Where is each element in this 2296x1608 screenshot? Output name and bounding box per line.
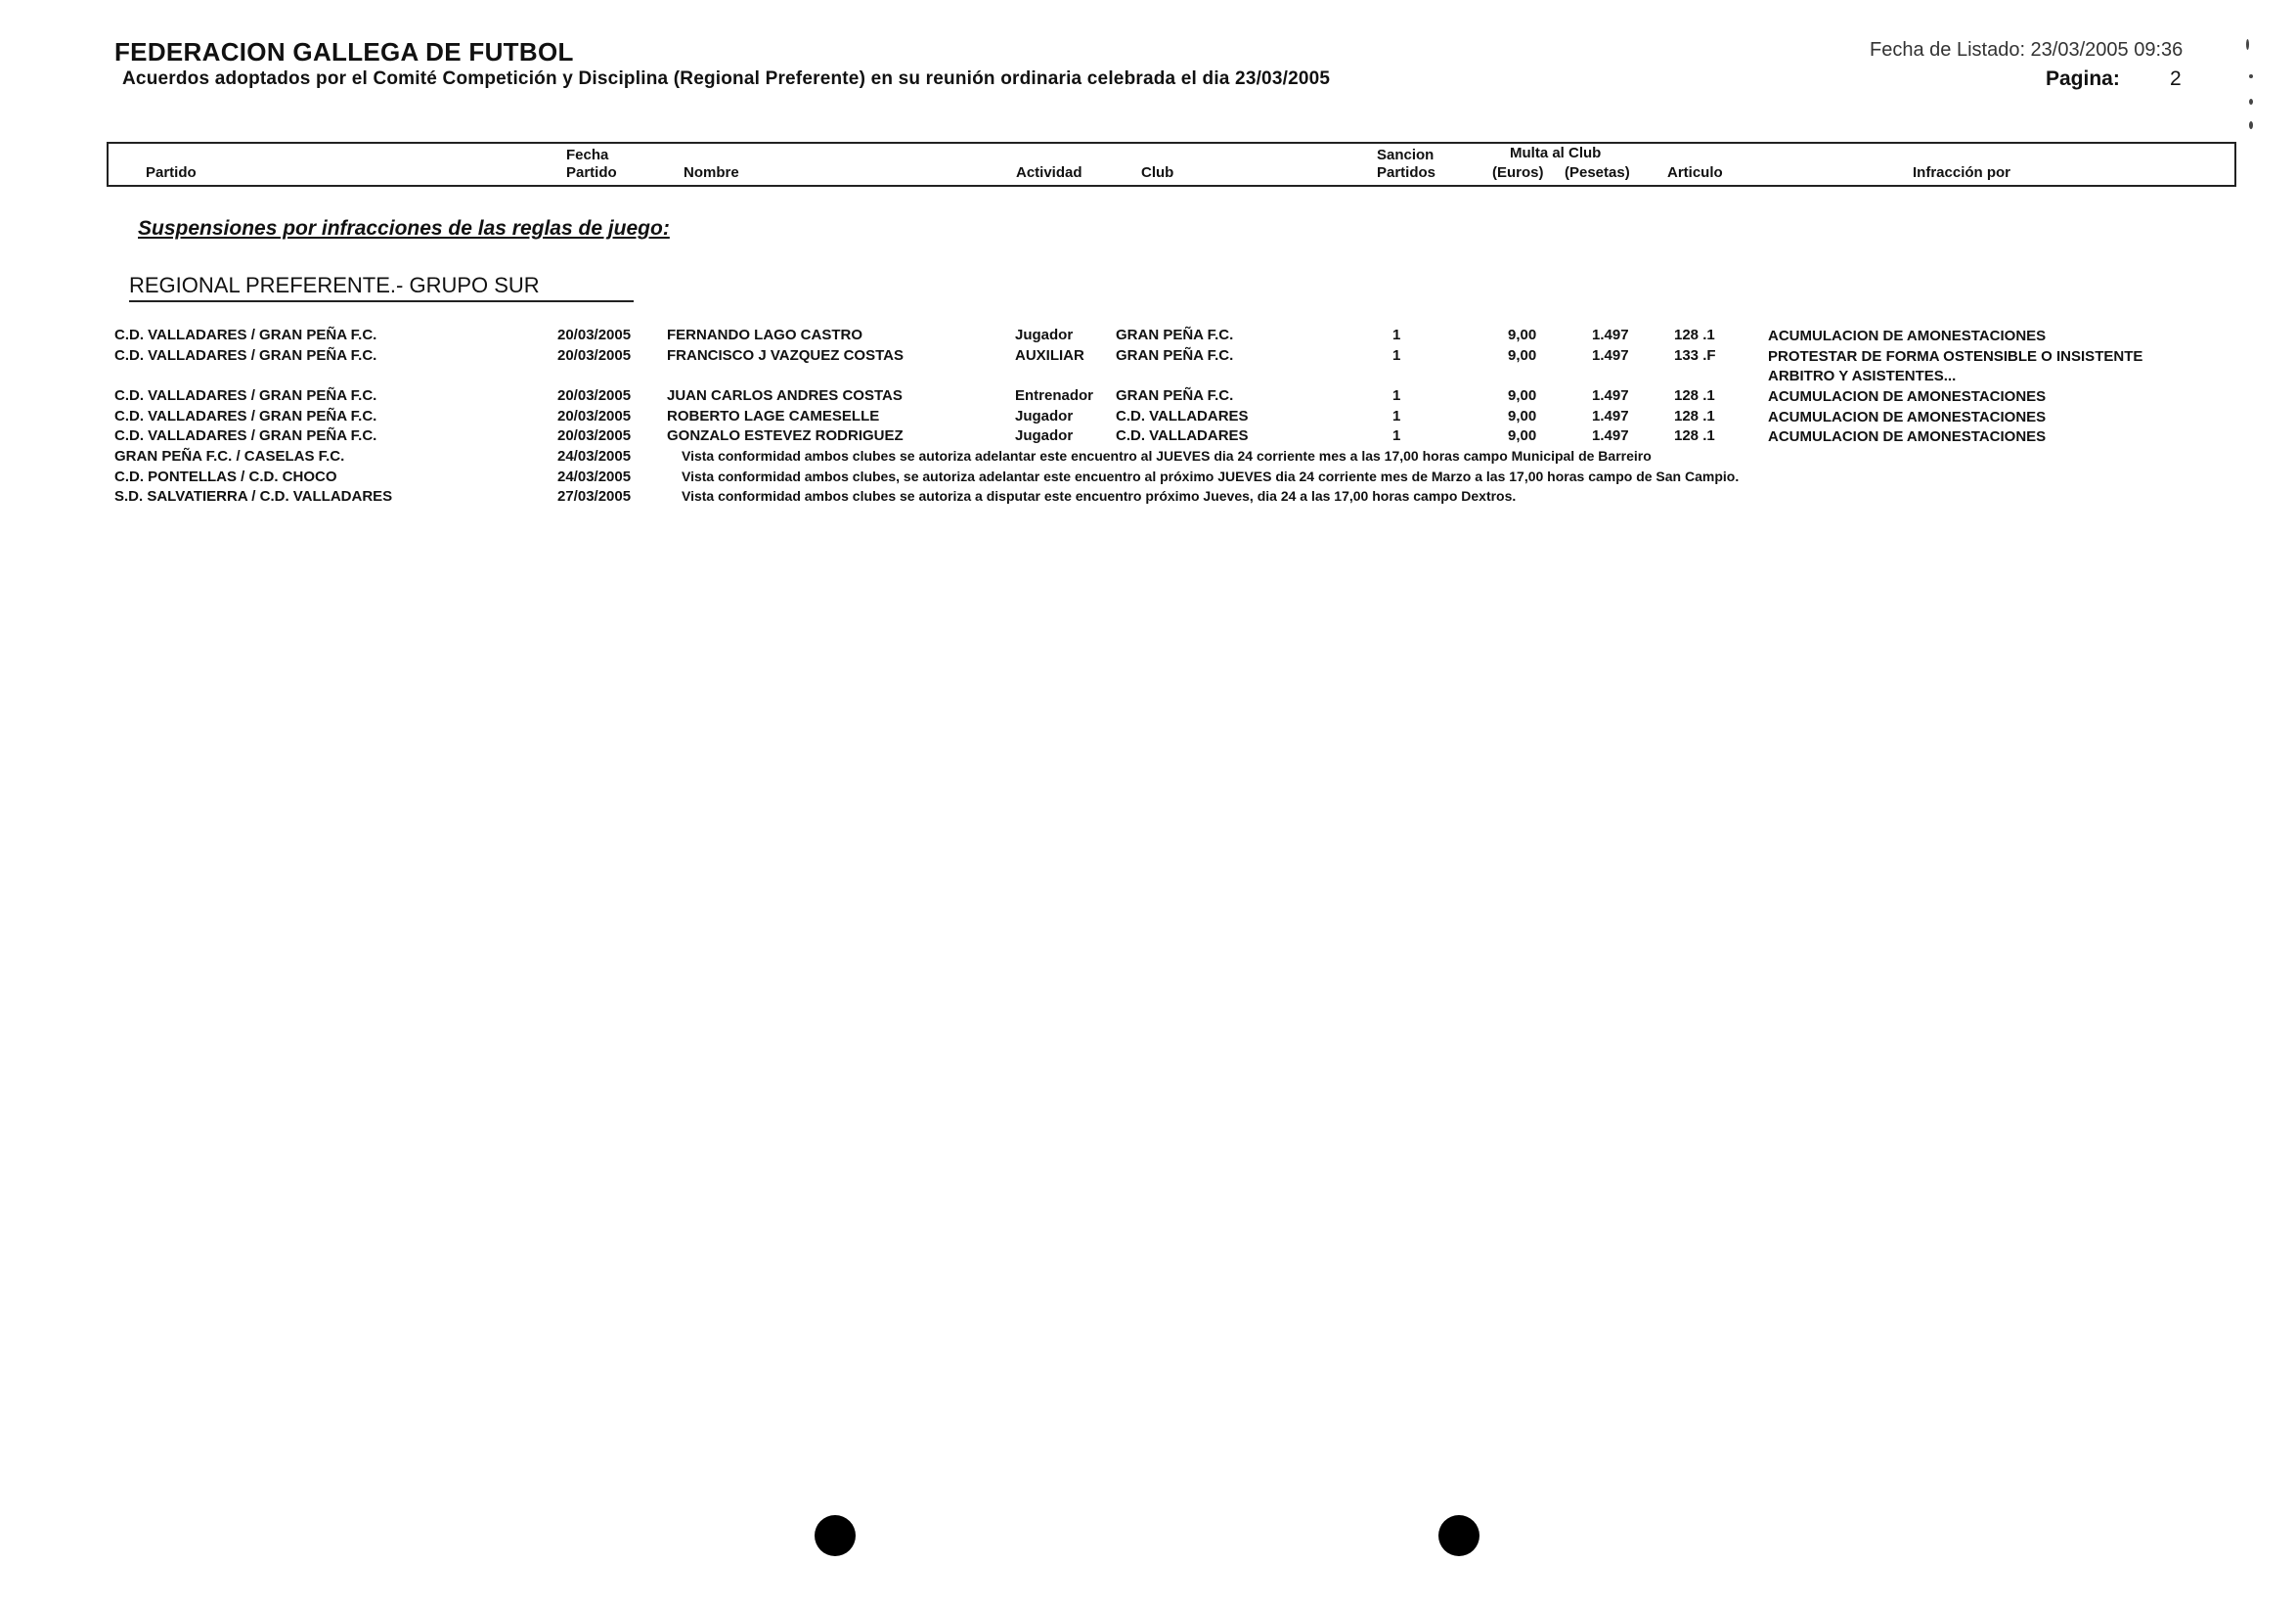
col-euros: (Euros) <box>1492 164 1544 181</box>
cell-articulo: 128 .1 <box>1674 427 1715 444</box>
col-partido: Partido <box>146 164 197 181</box>
note-row <box>0 488 2296 508</box>
cell-infraccion: ACUMULACION DE AMONESTACIONES <box>1768 409 2047 425</box>
col-pesetas: (Pesetas) <box>1565 164 1630 181</box>
cell-club: C.D. VALLADARES <box>1116 408 1249 424</box>
cell-nombre: GONZALO ESTEVEZ RODRIGUEZ <box>667 427 904 444</box>
cell-partido: C.D. VALLADARES / GRAN PEÑA F.C. <box>114 387 377 404</box>
cell-partido: S.D. SALVATIERRA / C.D. VALLADARES <box>114 488 393 505</box>
col-club: Club <box>1141 164 1174 181</box>
punch-hole-right <box>1438 1515 1479 1556</box>
cell-sancion: 1 <box>1392 387 1401 404</box>
cell-pesetas: 1.497 <box>1592 347 1629 364</box>
cell-infraccion: ACUMULACION DE AMONESTACIONES <box>1768 388 2047 405</box>
cell-nombre: FRANCISCO J VAZQUEZ COSTAS <box>667 347 904 364</box>
column-header-box <box>107 142 2236 187</box>
cell-sancion: 1 <box>1392 408 1401 424</box>
cell-partido: C.D. PONTELLAS / C.D. CHOCO <box>114 469 337 485</box>
punch-hole-left <box>815 1515 856 1556</box>
page-label: Pagina: <box>2046 67 2120 90</box>
cell-fecha: 24/03/2005 <box>557 448 632 465</box>
cell-articulo: 128 .1 <box>1674 387 1715 404</box>
cell-club: GRAN PEÑA F.C. <box>1116 387 1234 404</box>
note-row <box>0 469 2296 488</box>
cell-club: GRAN PEÑA F.C. <box>1116 327 1234 343</box>
table-row <box>0 427 2296 447</box>
cell-articulo: 128 .1 <box>1674 327 1715 343</box>
note-row <box>0 448 2296 468</box>
col-fecha-top: Fecha <box>566 147 609 163</box>
scan-speck <box>2249 99 2253 105</box>
cell-nombre: FERNANDO LAGO CASTRO <box>667 327 862 343</box>
cell-euros: 9,00 <box>1508 387 1537 404</box>
col-sancion-top: Sancion <box>1377 147 1435 163</box>
section-title: Suspensiones por infracciones de las reglas de juego: <box>138 217 670 240</box>
cell-note-text: Vista conformidad ambos clubes, se autoriza adelantar este encuentro al próximo JUEVES dia 24 corriente mes de Marzo a las 17,00 horas campo de San Campio. <box>682 469 1740 484</box>
cell-nombre: ROBERTO LAGE CAMESELLE <box>667 408 880 424</box>
cell-euros: 9,00 <box>1508 347 1537 364</box>
cell-actividad: Jugador <box>1015 427 1074 444</box>
listing-date: Fecha de Listado: 23/03/2005 09:36 <box>1870 39 2184 61</box>
cell-partido: GRAN PEÑA F.C. / CASELAS F.C. <box>114 448 345 465</box>
cell-partido: C.D. VALLADARES / GRAN PEÑA F.C. <box>114 347 377 364</box>
cell-club: GRAN PEÑA F.C. <box>1116 347 1234 364</box>
cell-infraccion: ACUMULACION DE AMONESTACIONES <box>1768 328 2047 344</box>
cell-club: C.D. VALLADARES <box>1116 427 1249 444</box>
document-title: FEDERACION GALLEGA DE FUTBOL <box>114 37 574 67</box>
scan-speck <box>2249 74 2253 78</box>
cell-nombre: JUAN CARLOS ANDRES COSTAS <box>667 387 903 404</box>
document-subtitle: Acuerdos adoptados por el Comité Competición y Disciplina (Regional Preferente) en su reunión ordinaria celebrada el dia 23/03/2005 <box>122 68 1331 89</box>
table-row <box>0 327 2296 346</box>
cell-sancion: 1 <box>1392 427 1401 444</box>
cell-actividad: Jugador <box>1015 408 1074 424</box>
cell-actividad: Jugador <box>1015 327 1074 343</box>
cell-fecha: 20/03/2005 <box>557 347 632 364</box>
cell-actividad: AUXILIAR <box>1015 347 1084 364</box>
cell-articulo: 133 .F <box>1674 347 1716 364</box>
cell-pesetas: 1.497 <box>1592 387 1629 404</box>
table-row <box>0 408 2296 427</box>
cell-fecha: 20/03/2005 <box>557 427 632 444</box>
cell-actividad: Entrenador <box>1015 387 1094 404</box>
cell-fecha: 24/03/2005 <box>557 469 632 485</box>
cell-infraccion-continued: ARBITRO Y ASISTENTES... <box>1768 368 1957 384</box>
cell-pesetas: 1.497 <box>1592 327 1629 343</box>
col-fecha-bottom: Partido <box>566 164 617 181</box>
col-actividad: Actividad <box>1016 164 1082 181</box>
scan-speck <box>2249 121 2253 129</box>
cell-fecha: 27/03/2005 <box>557 488 632 505</box>
cell-partido: C.D. VALLADARES / GRAN PEÑA F.C. <box>114 327 377 343</box>
col-sancion-bottom: Partidos <box>1377 164 1436 181</box>
cell-partido: C.D. VALLADARES / GRAN PEÑA F.C. <box>114 408 377 424</box>
cell-pesetas: 1.497 <box>1592 427 1629 444</box>
cell-partido: C.D. VALLADARES / GRAN PEÑA F.C. <box>114 427 377 444</box>
col-articulo: Articulo <box>1667 164 1723 181</box>
cell-infraccion: ACUMULACION DE AMONESTACIONES <box>1768 428 2047 445</box>
cell-note-text: Vista conformidad ambos clubes se autoriza a disputar este encuentro próximo Jueves, dia 24 a las 17,00 horas campo Dextros. <box>682 488 1517 504</box>
page-number: 2 <box>2170 67 2182 90</box>
cell-note-text: Vista conformidad ambos clubes se autoriza adelantar este encuentro al JUEVES dia 24 corriente mes a las 17,00 horas campo Municipal de Barreiro <box>682 448 1652 464</box>
table-row <box>0 387 2296 407</box>
cell-fecha: 20/03/2005 <box>557 327 632 343</box>
cell-sancion: 1 <box>1392 327 1401 343</box>
col-infraccion: Infracción por <box>1913 164 2011 181</box>
table-row <box>0 347 2296 386</box>
cell-pesetas: 1.497 <box>1592 408 1629 424</box>
cell-fecha: 20/03/2005 <box>557 387 632 404</box>
col-multa-top: Multa al Club <box>1510 145 1602 161</box>
cell-fecha: 20/03/2005 <box>557 408 632 424</box>
cell-articulo: 128 .1 <box>1674 408 1715 424</box>
cell-euros: 9,00 <box>1508 327 1537 343</box>
cell-sancion: 1 <box>1392 347 1401 364</box>
cell-euros: 9,00 <box>1508 408 1537 424</box>
cell-infraccion: PROTESTAR DE FORMA OSTENSIBLE O INSISTENTE <box>1768 348 2143 365</box>
group-title: REGIONAL PREFERENTE.- GRUPO SUR <box>129 273 634 302</box>
scan-speck <box>2246 39 2249 50</box>
col-nombre: Nombre <box>684 164 739 181</box>
cell-euros: 9,00 <box>1508 427 1537 444</box>
